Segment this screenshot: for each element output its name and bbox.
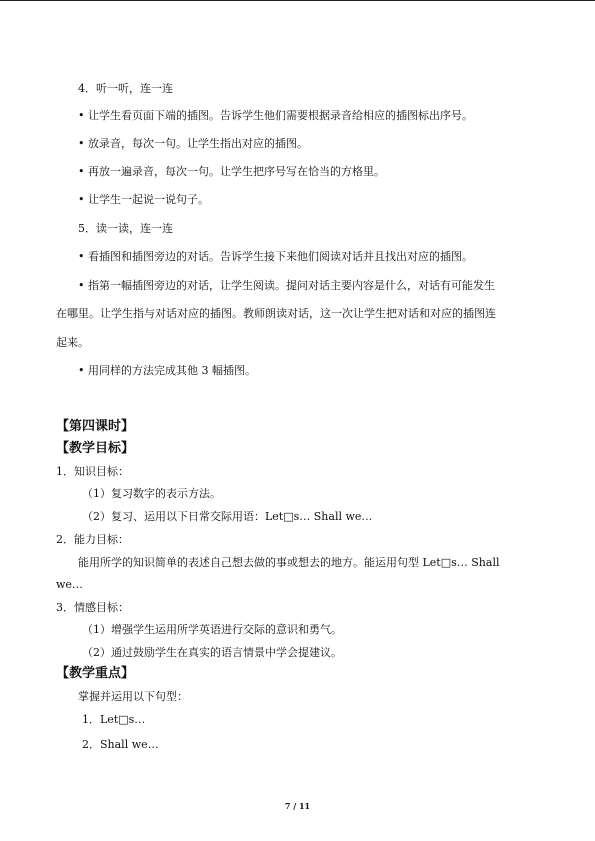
key-point-1: 1．Let□s…: [82, 713, 146, 726]
section-4-item-1: • 让学生看页面下端的插图。告诉学生他们需要根据录音给相应的插图标出序号。: [78, 109, 473, 122]
goals-heading: 【教学目标】: [56, 441, 135, 456]
section-4-item-4: • 让学生一起说一说句子。: [78, 193, 209, 206]
emotion-goal-title: 3．情感目标：: [56, 601, 129, 614]
ability-goal-title: 2．能力目标：: [56, 533, 129, 546]
key-points-intro: 掌握并运用以下句型：: [78, 690, 188, 703]
section-5-title: 5．读一读，连一连: [78, 222, 173, 235]
section-5-item-3: • 用同样的方法完成其他 3 幅插图。: [78, 364, 256, 377]
section-5-item-2-line-1: • 指第一幅插图旁边的对话，让学生阅读。提问对话主要内容是什么，对话有可能发生: [78, 279, 495, 292]
lesson-heading: 【第四课时】: [56, 419, 135, 434]
section-5-item-2-line-2: 在哪里。让学生指与对话对应的插图。教师朗读对话，这一次让学生把对话和对应的插图连: [56, 307, 496, 320]
section-5-item-2-line-3: 起来。: [56, 336, 89, 349]
knowledge-goal-title: 1．知识目标：: [56, 465, 129, 478]
page-number: 7 / 11: [284, 801, 311, 811]
key-points-heading: 【教学重点】: [56, 666, 135, 681]
section-4-item-3: • 再放一遍录音，每次一句。让学生把序号写在恰当的方格里。: [78, 165, 385, 178]
knowledge-goal-item-1: （1）复习数字的表示方法。: [82, 487, 221, 500]
emotion-goal-item-1: （1）增强学生运用所学英语进行交际的意识和勇气。: [82, 623, 342, 636]
knowledge-goal-item-2: （2）复习、运用以下日常交际用语：Let□s… Shall we…: [82, 510, 373, 523]
section-4-item-2: • 放录音，每次一句。让学生指出对应的插图。: [78, 137, 308, 150]
key-point-2: 2．Shall we…: [82, 738, 159, 751]
ability-goal-line-1: 能用所学的知识简单的表述自己想去做的事或想去的地方。能运用句型 Let□s… Shall: [78, 556, 500, 569]
emotion-goal-item-2: （2）通过鼓励学生在真实的语言情景中学会提建议。: [82, 646, 342, 659]
ability-goal-line-2: we…: [56, 578, 83, 591]
section-4-title: 4．听一听，连一连: [78, 82, 173, 95]
section-5-item-1: • 看插图和插图旁边的对话。告诉学生接下来他们阅读对话并且找出对应的插图。: [78, 250, 473, 263]
